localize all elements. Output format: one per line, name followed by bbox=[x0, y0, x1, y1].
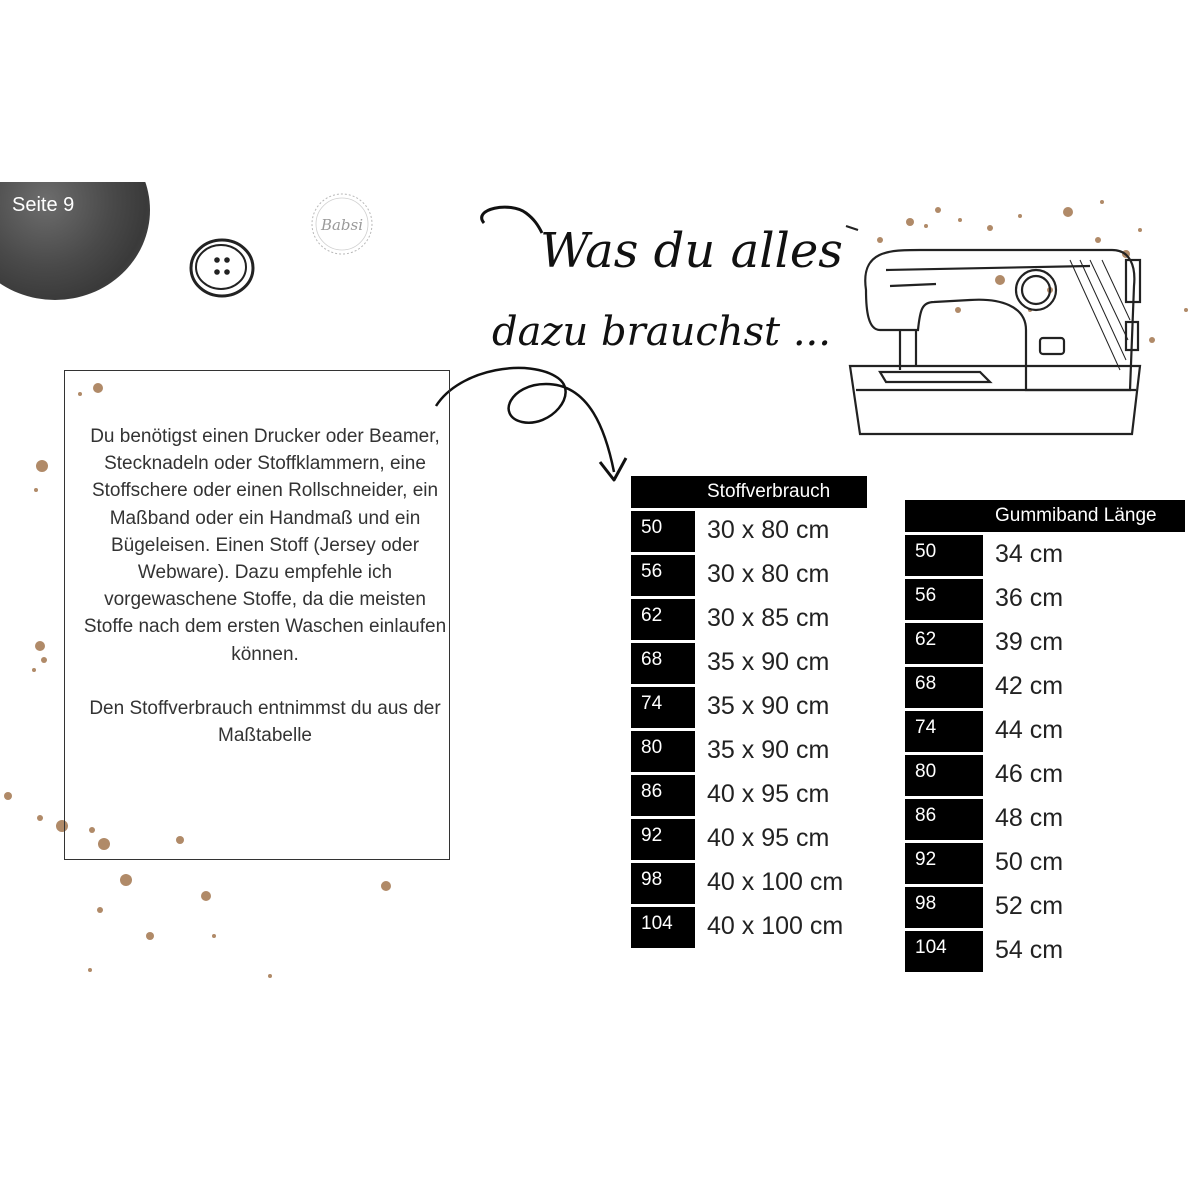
table-row bbox=[631, 728, 867, 772]
page-title bbox=[470, 195, 843, 365]
value-cell: 46 cm bbox=[995, 759, 1064, 788]
table-corner bbox=[631, 476, 695, 508]
table-row bbox=[631, 596, 867, 640]
value-cell: 34 cm bbox=[995, 539, 1064, 568]
table-row bbox=[905, 796, 1185, 840]
value-cell: 30 x 80 cm bbox=[707, 515, 830, 544]
table-row bbox=[905, 752, 1185, 796]
value-cell: 50 cm bbox=[995, 847, 1064, 876]
table-row bbox=[905, 884, 1185, 928]
page-top-margin bbox=[0, 0, 1200, 182]
size-cell: 92 bbox=[631, 816, 695, 860]
size-cell: 92 bbox=[905, 840, 983, 884]
size-cell: 56 bbox=[631, 552, 695, 596]
table-row bbox=[905, 928, 1185, 972]
value-cell: 48 cm bbox=[995, 803, 1064, 832]
table-row bbox=[631, 904, 867, 948]
value-cell: 35 x 90 cm bbox=[707, 691, 830, 720]
value-cell: 36 cm bbox=[995, 583, 1064, 612]
table-row bbox=[631, 508, 867, 552]
value-cell: 54 cm bbox=[995, 935, 1064, 964]
size-cell: 50 bbox=[905, 532, 983, 576]
logo-stamp bbox=[304, 190, 380, 260]
value-cell: 40 x 100 cm bbox=[707, 867, 844, 896]
sewing-machine-icon bbox=[840, 190, 1200, 450]
size-cell: 80 bbox=[905, 752, 983, 796]
info-text bbox=[80, 423, 450, 749]
table-row bbox=[631, 816, 867, 860]
value-cell: 40 x 100 cm bbox=[707, 911, 844, 940]
value-cell: 42 cm bbox=[995, 671, 1064, 700]
value-cell: 30 x 80 cm bbox=[707, 559, 830, 588]
table-row bbox=[905, 664, 1185, 708]
value-cell: 40 x 95 cm bbox=[707, 779, 830, 808]
fabric-usage-table bbox=[631, 476, 867, 948]
table-row bbox=[905, 840, 1185, 884]
value-cell: 40 x 95 cm bbox=[707, 823, 830, 852]
size-cell: 68 bbox=[631, 640, 695, 684]
table-row bbox=[631, 772, 867, 816]
page-number: Seite 9 bbox=[12, 194, 75, 216]
size-cell: 62 bbox=[631, 596, 695, 640]
size-cell: 50 bbox=[631, 508, 695, 552]
size-cell: 86 bbox=[631, 772, 695, 816]
size-cell: 62 bbox=[905, 620, 983, 664]
size-cell: 98 bbox=[905, 884, 983, 928]
size-cell: 68 bbox=[905, 664, 983, 708]
elastic-length-table bbox=[905, 500, 1185, 972]
info-paragraph-2: Den Stoffverbrauch entnimmst du aus der Maßtabelle bbox=[89, 697, 441, 747]
value-cell: 44 cm bbox=[995, 715, 1064, 744]
size-cell: 86 bbox=[905, 796, 983, 840]
curved-arrow-icon bbox=[430, 362, 640, 492]
table-row bbox=[631, 552, 867, 596]
size-cell: 80 bbox=[631, 728, 695, 772]
title-line-1: Was du alles bbox=[540, 223, 843, 279]
button-icon bbox=[186, 236, 260, 300]
value-cell: 30 x 85 cm bbox=[707, 603, 830, 632]
table-row bbox=[905, 532, 1185, 576]
table-row bbox=[905, 576, 1185, 620]
size-cell: 104 bbox=[631, 904, 695, 948]
table-header: Stoffverbrauch bbox=[695, 476, 867, 508]
logo-text: Babsi bbox=[320, 216, 364, 234]
table-row bbox=[631, 640, 867, 684]
value-cell: 35 x 90 cm bbox=[707, 735, 830, 764]
table-corner bbox=[905, 500, 983, 532]
value-cell: 35 x 90 cm bbox=[707, 647, 830, 676]
table-row bbox=[631, 860, 867, 904]
size-cell: 98 bbox=[631, 860, 695, 904]
size-cell: 56 bbox=[905, 576, 983, 620]
table-row bbox=[905, 708, 1185, 752]
size-cell: 74 bbox=[905, 708, 983, 752]
table-row bbox=[631, 684, 867, 728]
table-row bbox=[905, 620, 1185, 664]
value-cell: 39 cm bbox=[995, 627, 1064, 656]
value-cell: 52 cm bbox=[995, 891, 1064, 920]
info-paragraph-1: Du benötigst einen Drucker oder Beamer, Stecknadeln oder Stoffklammern, eine Stoffschere oder einen Rollschneider, ein Maßband oder ein Handmaß und ein Bügeleisen. Einen Stoff (Jersey oder Webware). Dazu empfehle ich vorgewaschene Stoffe, da die meisten Stoffe nach dem ersten Waschen einlaufen können. bbox=[83, 426, 447, 665]
title-line-2: dazu brauchst ... bbox=[492, 309, 831, 355]
size-cell: 104 bbox=[905, 928, 983, 972]
size-cell: 74 bbox=[631, 684, 695, 728]
table-header: Gummiband Länge bbox=[983, 500, 1185, 532]
